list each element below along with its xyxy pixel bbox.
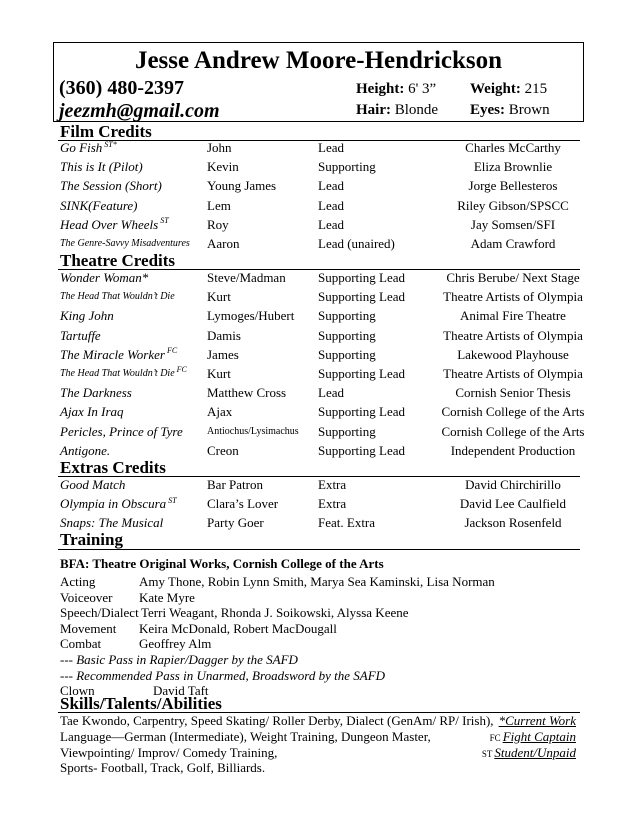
legend-tag: ST [481,748,493,759]
credit-company: Adam Crawford [470,236,556,251]
credit-title [60,138,117,157]
credit-type: Supporting Lead [318,442,406,458]
credit-marker: ST [160,216,169,226]
credit-title-text: The Session (Short) [60,178,162,194]
credit-company: Riley Gibson/SPSCC [457,197,569,213]
credit-title [60,268,148,287]
height-value: 6' 3” [408,81,437,97]
credit-row [0,138,638,157]
credit-company: Lakewood Playhouse [457,346,569,362]
film-credits-heading: Film Credits [60,122,152,141]
credit-row [0,268,638,287]
credit-row [0,383,638,402]
theatre-credits-heading: Theatre Credits [60,251,176,270]
credit-type: Supporting Lead [318,289,406,305]
credit-role: Antiochus/Lysimachus [207,425,299,437]
credit-title [60,475,125,494]
credit-role: Aaron [207,236,240,251]
credit-title-text: SINK(Feature) [60,197,138,213]
credit-type: Lead [318,178,344,194]
credit-company: Cornish College of the Arts [441,404,585,420]
credit-type: Supporting Lead [318,404,406,420]
credit-company: Jay Somsen/SFI [470,216,556,232]
credit-type: Supporting Lead [318,366,406,381]
credit-type: Supporting [318,308,376,324]
legend-text: *Current Work [498,713,576,728]
credit-company: Cornish Senior Thesis [455,385,571,401]
credit-company: Jackson Rosenfeld [464,515,562,531]
weight-stat [470,80,547,98]
credit-title [60,306,114,325]
training-note: --- Recommended Pass in Unarmed, Broadsword by the SAFD [60,667,386,683]
training-degree: BFA: Theatre Original Works, Cornish College of the Arts [60,556,384,571]
credit-row [0,215,638,234]
training-label: Movement [60,620,117,636]
credit-company: Charles McCarthy [465,140,561,155]
credit-company: Theatre Artists of Olympia [443,327,583,343]
credit-role: Ajax [207,404,233,420]
credit-row [0,306,638,325]
credit-title-text: Olympia in Obscura [60,496,167,512]
credit-title-text: The Genre-Savvy Misadventures [60,238,190,249]
skill-line: Language—German (Intermediate), Weight Training, Dungeon Master, [60,728,431,744]
credit-row [0,441,638,460]
legend-item [482,744,576,763]
legend-item [499,712,576,729]
credit-type: Lead [318,197,344,213]
credit-row [0,345,638,364]
credit-title-text: Wonder Woman* [60,270,149,285]
credit-type: Lead [318,216,344,232]
hair-value: Blonde [394,102,439,118]
credit-row [0,422,638,441]
eyes-stat [470,101,550,119]
training-label: Clown [60,683,95,699]
credit-type: Supporting Lead [318,270,406,285]
credit-title [60,326,101,345]
credit-type: Supporting [318,327,376,343]
hair-stat [356,101,438,119]
credit-company: David Chirchirillo [465,477,561,492]
credit-role: Kevin [207,159,239,175]
credit-company: Animal Fire Theatre [460,308,566,324]
credit-row [0,176,638,195]
credit-marker: FC [166,346,178,356]
eyes-value: Brown [508,102,550,118]
credit-role: Matthew Cross [207,385,287,401]
credit-type: Lead [318,140,344,155]
legend-text: Fight Captain [502,728,576,744]
eyes-label: Eyes: [470,102,505,118]
credit-row [0,494,638,513]
extras-credits-heading: Extras Credits [60,458,166,477]
actor-name: Jesse Andrew Moore-Hendrickson [134,47,503,74]
credit-type: Supporting [318,346,376,362]
credit-type: Supporting [318,423,376,439]
credit-title-text: Ajax In Iraq [60,404,124,420]
credit-title-text: Tartuffe [60,327,101,343]
training-label: Acting [60,574,96,589]
skills-heading: Skills/Talents/Abilities [60,694,222,713]
credit-company: Theatre Artists of Olympia [443,289,583,305]
credit-type: Supporting [318,159,376,175]
credit-title-text: Snaps: The Musical [60,515,164,531]
weight-label: Weight: [470,81,521,97]
credit-type: Lead [318,385,344,401]
training-instructors: Kate Myre [139,589,195,605]
credit-company: David Lee Caulfield [459,496,567,512]
credit-marker: FC [176,364,187,374]
training-note: --- Basic Pass in Rapier/Dagger by the SAFD [60,652,298,667]
credit-company: Independent Production [450,442,576,458]
credit-title [60,494,177,513]
credit-role: Steve/Madman [207,270,286,285]
legend-text: Student/Unpaid [494,744,576,760]
credit-title [60,176,162,195]
credit-row [0,402,638,421]
training-instructors: Amy Thone, Robin Lynn Smith, Marya Sea Kaminski, Lisa Norman [139,574,495,589]
credit-company: Eliza Brownlie [473,159,553,175]
credit-role: Kurt [207,366,231,381]
credit-title-text: Good Match [60,477,126,492]
credit-title [60,441,110,460]
credit-title-text: King John [60,308,114,324]
credit-company: Theatre Artists of Olympia [443,366,583,381]
credit-row [0,326,638,345]
credit-title-text: The Miracle Worker [60,346,165,362]
credit-row [0,364,638,383]
credit-row [0,475,638,494]
training-rule [58,549,580,550]
credit-row [0,196,638,215]
legend-tag: FC [489,732,501,743]
training-label: Combat [60,636,102,652]
training-instructors: Geoffrey Alm [139,636,212,652]
credit-role: Kurt [207,289,231,305]
credit-title-text: Head Over Wheels [60,216,159,232]
height-stat [356,80,436,98]
credit-title-text: The Darkness [60,385,132,401]
credit-marker: ST [168,495,177,505]
credit-row [0,287,638,306]
credit-title [60,345,177,364]
credit-company: Cornish College of the Arts [441,423,585,439]
credit-title-text: Pericles, Prince of Tyre [60,423,183,439]
hair-label: Hair: [356,102,391,118]
credit-title-text: The Head That Wouldn’t Die [60,368,175,379]
training-label: Speech/Dialect [60,605,139,621]
credit-role: Lymoges/Hubert [207,308,295,324]
credit-title [60,402,124,421]
training-instructors: Terri Weagant, Rhonda J. Soikowski, Alyssa Keene [141,605,409,621]
header-box [53,42,584,122]
weight-value: 215 [524,81,548,97]
credit-role: Young James [207,178,277,194]
phone-number: (360) 480-2397 [59,77,184,99]
credit-title-text: This is It (Pilot) [60,159,143,175]
credit-marker: ST* [104,139,117,149]
credit-role: Party Goer [207,515,264,531]
email-address: jeezmh@gmail.com [59,100,220,122]
skill-line: Sports- Football, Track, Golf, Billiards. [60,760,266,776]
training-label: Voiceover [60,589,113,605]
credit-title [60,196,138,215]
training-heading: Training [60,530,123,549]
credit-role: John [207,140,232,155]
credit-role: Clara’s Lover [207,496,279,512]
credit-type: Extra [318,496,347,512]
credit-title-text: Antigone. [60,442,111,458]
credit-title-text: The Head That Wouldn’t Die [60,291,175,303]
credit-role: James [207,346,239,362]
credit-title [60,364,187,383]
credit-company: Chris Berube/ Next Stage [446,270,580,285]
training-instructors: Keira McDonald, Robert MacDougall [139,620,337,636]
credit-row [0,157,638,176]
credit-role: Creon [207,442,239,458]
skill-line: Viewpointing/ Improv/ Comedy Training, [60,744,278,760]
credit-type: Extra [318,477,347,492]
credit-type: Feat. Extra [318,515,376,531]
credit-title [60,215,169,234]
skill-line: Tae Kwondo, Carpentry, Speed Skating/ Roller Derby, Dialect (GenAm/ RP/ Irish), [60,713,494,728]
credit-type: Lead (unaired) [318,236,395,251]
credit-role: Bar Patron [207,477,263,492]
credit-role: Roy [207,216,229,232]
credit-company: Jorge Bellesteros [468,178,558,194]
credit-title [60,422,183,441]
credit-title-text: Go Fish [60,140,103,155]
height-label: Height: [356,81,405,97]
credit-title [60,157,143,176]
credit-role: Lem [207,197,231,213]
credit-role: Damis [207,327,241,343]
training-instructors: David Taft [153,683,209,699]
credit-title [60,383,132,402]
credit-title [60,287,175,306]
